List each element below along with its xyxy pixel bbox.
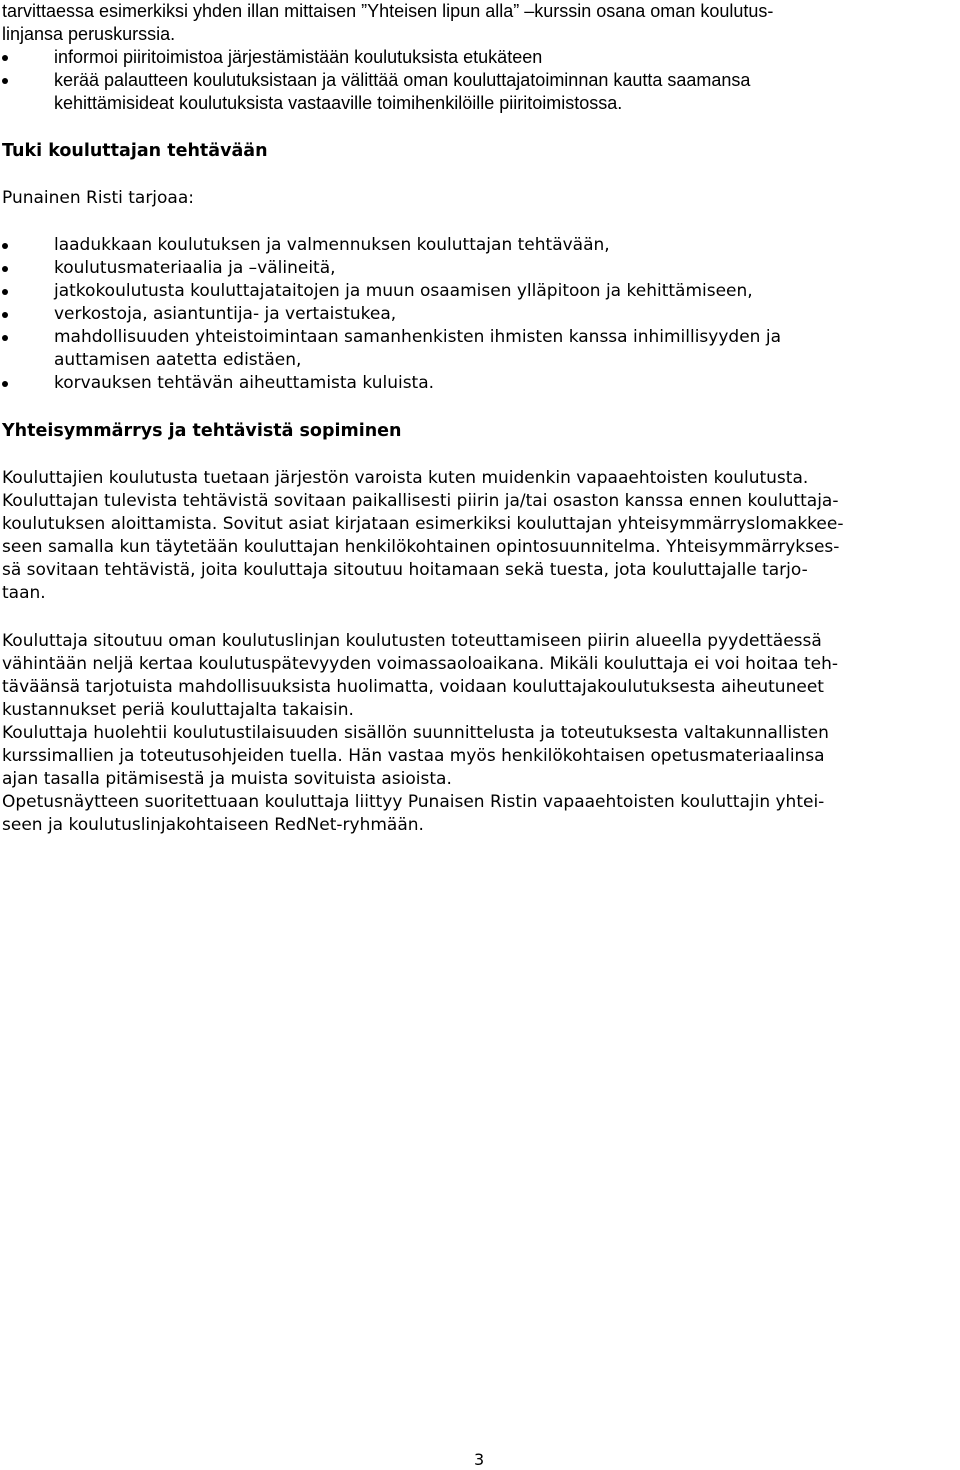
- bullet-icon: [2, 78, 8, 84]
- page-number: 3: [474, 1450, 485, 1469]
- support-bullet-item: [2, 326, 952, 372]
- intro-line: linjansa peruskurssia.: [2, 24, 176, 44]
- intro-bullet-item: [2, 69, 952, 115]
- paragraph-line: ajan tasalla pitämisestä ja muista sovituista asioista.: [2, 769, 452, 789]
- bullet-icon: [2, 55, 8, 61]
- section-heading-agreement: Yhteisymmärrys ja tehtävistä sopiminen: [2, 421, 402, 441]
- paragraph-line: kurssimallien ja toteutusohjeiden tuella. Hän vastaa myös henkilökohtaisen opetusmateriaalinsa: [2, 746, 825, 766]
- paragraph-line: Kouluttaja sitoutuu oman koulutuslinjan koulutusten toteuttamiseen piirin alueella pyydettäessä: [2, 631, 822, 651]
- intro-bullet-item: [2, 46, 952, 69]
- support-bullet-item: [2, 280, 952, 303]
- paragraph-line: Kouluttajien koulutusta tuetaan järjestön varoista kuten muidenkin vapaaehtoisten koulutusta.: [2, 468, 809, 488]
- bullet-icon: [2, 289, 8, 295]
- paragraph-line: Kouluttaja huolehtii koulutustilaisuuden sisällön suunnittelusta ja toteutuksesta valtakunnallisten: [2, 723, 829, 743]
- paragraph-line: taan.: [2, 583, 46, 603]
- intro-bullet-text: kehittämisideat koulutuksista vastaaville toimihenkilöille piiritoimistossa.: [54, 93, 623, 113]
- paragraph-line: seen ja koulutuslinjakohtaiseen RedNet-ryhmään.: [2, 815, 424, 835]
- paragraph-line: koulutuksen aloittamista. Sovitut asiat kirjataan esimerkiksi kouluttajan yhteisymmärryslomakkee-: [2, 514, 844, 534]
- support-bullet-text: korvauksen tehtävän aiheuttamista kuluista.: [54, 373, 435, 393]
- paragraph-line: Kouluttajan tulevista tehtävistä sovitaan paikallisesti piirin ja/tai osaston kanssa ennen kouluttaja-: [2, 491, 839, 511]
- support-bullet-item: [2, 303, 952, 326]
- section-lead: Punainen Risti tarjoaa:: [2, 188, 194, 208]
- intro-line: tarvittaessa esimerkiksi yhden illan mittaisen ”Yhteisen lipun alla” –kurssin osana oman koulutus-: [2, 1, 774, 21]
- bullet-icon: [2, 381, 8, 387]
- support-bullet-text: jatkokoulutusta kouluttajataitojen ja muun osaamisen ylläpitoon ja kehittämiseen,: [54, 281, 753, 301]
- support-bullet-item: [2, 234, 952, 257]
- support-bullet-text: laadukkaan koulutuksen ja valmennuksen kouluttajan tehtävään,: [54, 235, 610, 255]
- paragraph-line: sä sovitaan tehtävistä, joita kouluttaja sitoutuu hoitamaan sekä tuesta, jota kouluttajalle tarjo-: [2, 560, 808, 580]
- intro-bullet-text: kerää palautteen koulutuksistaan ja välittää oman kouluttajatoiminnan kautta saamansa: [54, 70, 751, 90]
- bullet-icon: [2, 312, 8, 318]
- bullet-icon: [2, 335, 8, 341]
- paragraph-line: seen samalla kun täytetään kouluttajan henkilökohtainen opintosuunnitelma. Yhteisymmärrykses-: [2, 537, 840, 557]
- support-bullet-item: [2, 372, 952, 395]
- paragraph-line: Opetusnäytteen suoritettuaan kouluttaja liittyy Punaisen Ristin vapaaehtoisten kouluttajin yhtei-: [2, 792, 825, 812]
- support-bullet-text: auttamisen aatetta edistäen,: [54, 350, 302, 370]
- support-bullet-text: verkostoja, asiantuntija- ja vertaistukea,: [54, 304, 397, 324]
- paragraph-line: vähintään neljä kertaa koulutuspätevyyden voimassaoloaikana. Mikäli kouluttaja ei voi hoitaa teh-: [2, 654, 839, 674]
- bullet-icon: [2, 243, 8, 249]
- support-bullet-text: koulutusmateriaalia ja –välineitä,: [54, 258, 336, 278]
- bullet-icon: [2, 266, 8, 272]
- support-bullet-text: mahdollisuuden yhteistoimintaan samanhenkisten ihmisten kanssa inhimillisyyden ja: [54, 327, 781, 347]
- support-bullet-item: [2, 257, 952, 280]
- section-heading-support: Tuki kouluttajan tehtävään: [2, 141, 268, 161]
- paragraph-line: kustannukset periä kouluttajalta takaisin.: [2, 700, 354, 720]
- paragraph-line: täväänsä tarjotuista mahdollisuuksista huolimatta, voidaan kouluttajakoulutuksesta aiheutuneet: [2, 677, 824, 697]
- intro-bullet-text: informoi piiritoimistoa järjestämistään koulutuksista etukäteen: [54, 47, 543, 67]
